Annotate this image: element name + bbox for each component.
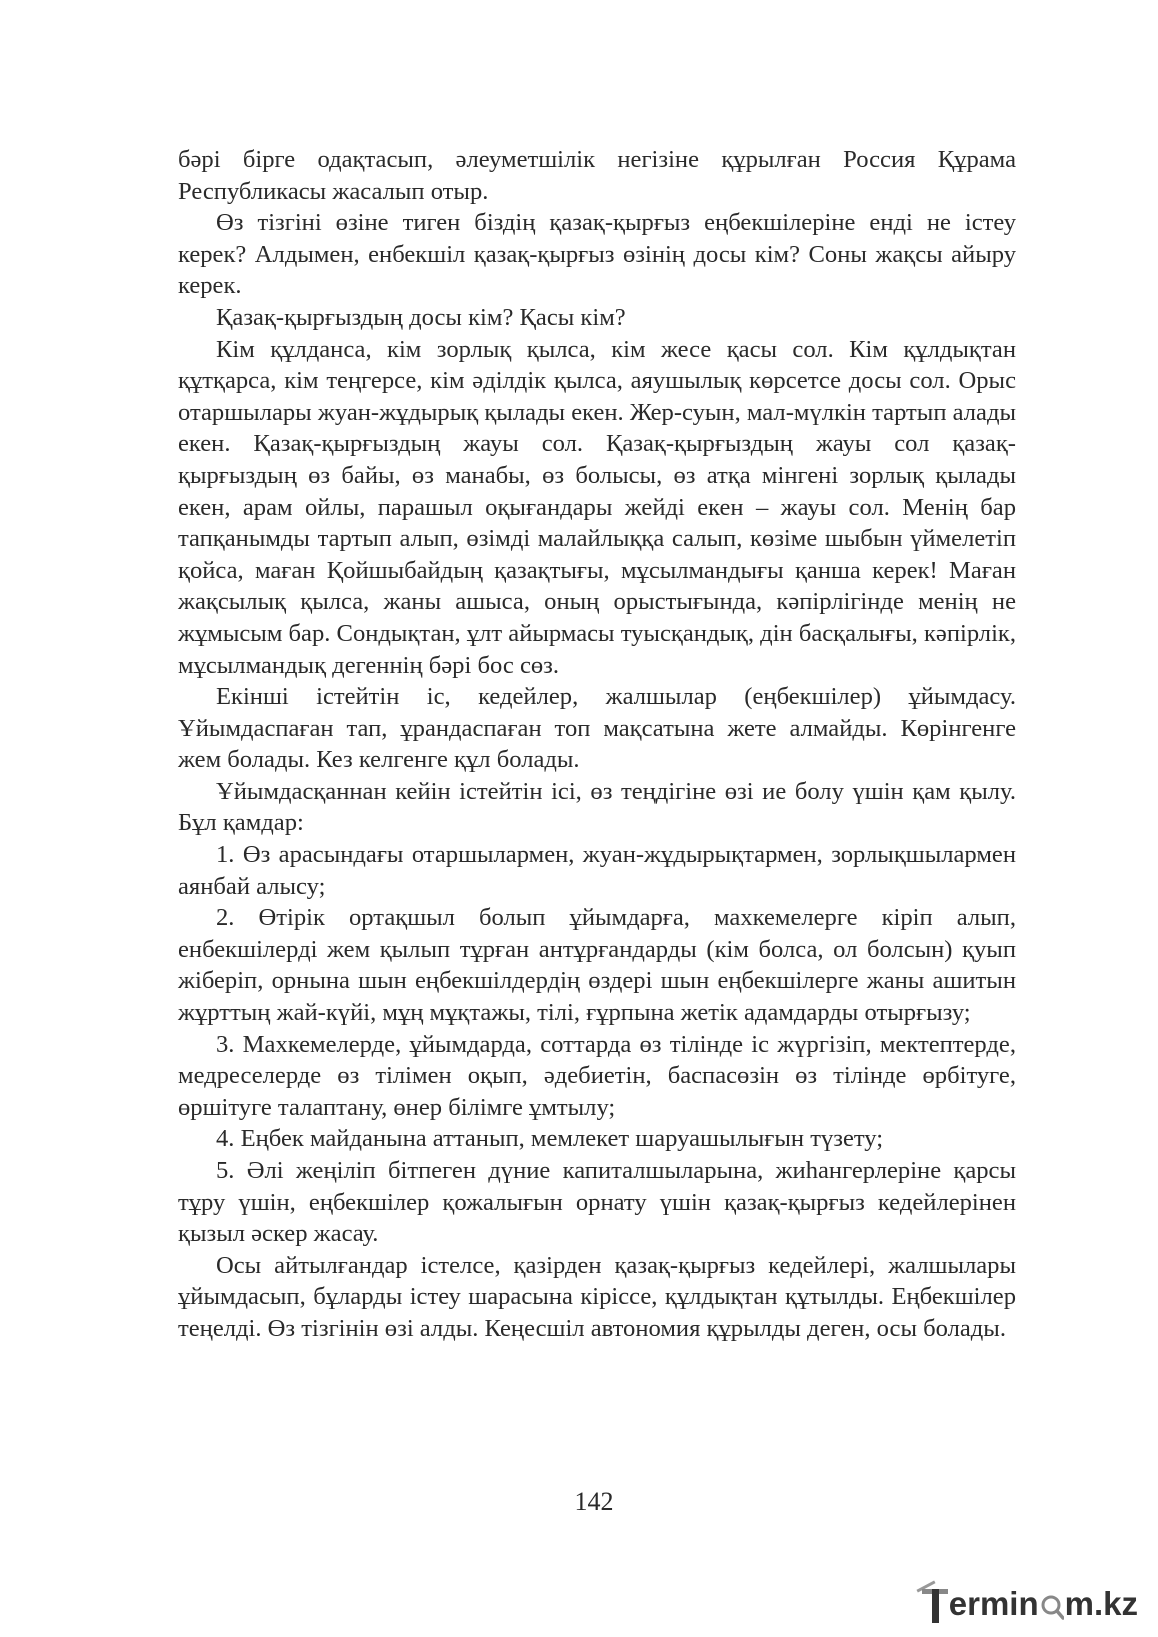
magnifier-icon	[1040, 1594, 1064, 1620]
list-item: 5. Әлі жеңіліп бітпеген дүние капиталшыларына, жиһангерлеріне қарсы тұру үшін, еңбекшілер қожалығын орнату үшін қазақ-қырғыз кедейлерінен қызыл әскер жасау.	[178, 1157, 1016, 1248]
logo-text-b: m.kz	[1064, 1585, 1138, 1622]
list-item: 3. Махкемелерде, ұйымдарда, соттарда өз тілінде іс жүргізіп, мектептерде, медреселерде өз тілімен оқып, әдебиетін, баспасөзін өз тілінде өрбітуге, өршітуге талаптану, өнер білімге ұмтылу;	[178, 1030, 1016, 1121]
list-item: 2. Өтірік ортақшыл болып ұйымдарға, махкемелерге кіріп алып, енбекшілерді жем қылып тұрған антұрғандарды (кім болса, ол болсын) қуып жіберіп, орнына шын еңбекшілдердің өздері шын еңбекшілерге жаны ашитын жұрттың жай-күйі, мұң мұқтажы, тілі, ғұрпына жетік адамдарды отырғызу;	[178, 904, 1016, 1027]
logo-t-glyph-icon	[922, 1589, 948, 1623]
paragraph: Өз тізгіні өзіне тиген біздің қазақ-қырғыз еңбекшілеріне енді не істеу керек? Алдымен, енбекшіл қазақ-қырғыз өзінің досы кім? Соны жақсы айыру керек.	[178, 209, 1016, 300]
logo-text-a: ermin	[948, 1585, 1039, 1622]
list-item: 1. Өз арасындағы отаршылармен, жуан-жұдырықтармен, зорлықшылармен аянбай алысу;	[178, 841, 1016, 900]
paragraph: Екінші істейтін іс, кедейлер, жалшылар (еңбекшілер) ұйымдасу. Ұйымдаспаған тап, ұрандаспаған топ мақсатына жете алмайды. Көрінгенге жем болады. Кез келгенге құл болады.	[178, 683, 1016, 774]
termincom-watermark-logo	[922, 1583, 1138, 1623]
paragraph: Осы айтылғандар істелсе, қазірден қазақ-қырғыз кедейлері, жалшылары ұйымдасып, бұларды істеу шарасына кіріссе, құлдықтан құтылды. Еңбекшілер теңелді. Өз тізгінін өзі алды. Кеңесшіл автономия құрылды деген, осы болады.	[178, 1251, 1016, 1342]
paragraph: Ұйымдасқаннан кейін істейтін ісі, өз теңдігіне өзі ие болу үшін қам қылу. Бұл қамдар:	[178, 777, 1016, 837]
list-item: 4. Еңбек майданына аттанып, мемлекет шаруашылығын түзету;	[216, 1125, 884, 1153]
paragraph: Кім құлданса, кім зорлық қылса, кім жесе қасы сол. Кім құлдықтан құтқарса, кім теңгерсе, кім әділдік қылса, аяушылық көрсетсе досы сол. Орыс отаршылары жуан-жұдырық қылады екен. Жер-суын, мал-мүлкін тартып алады екен. Қазақ-қырғыздың жауы сол. Қазақ-қырғыздың жауы сол қазақ-қырғыздың өз байы, өз манабы, өз болысы, өз атқа мінгені зорлық қылады екен, арам ойлы, парашыл оқығандары жейді екен – жауы сол. Менің бар тапқанымды тартып алып, өзімді малайлыққа салып, көзіме шыбын үймелетіп қойса, маған Қойшыбайдың қазақтығы, мұсылмандығы қанша керек! Маған жақсылық қылса, жаны ашыса, оның орыстығында, кәпірлігінде менің не жұмысым бар. Сондықтан, ұлт айырмасы туысқандық, дін басқалығы, кәпірлік, мұсылмандық дегеннің бәрі бос сөз.	[178, 335, 1017, 679]
paragraph: Қазақ-қырғыздың досы кім? Қасы кім?	[216, 303, 626, 331]
page-number: 142	[574, 1487, 614, 1516]
page-body	[178, 144, 1016, 1345]
paragraph: бәрі бірге одақтасып, әлеуметшілік негізіне құрылған Россия Құрама Республикасы жасалып отыр.	[178, 146, 1016, 205]
